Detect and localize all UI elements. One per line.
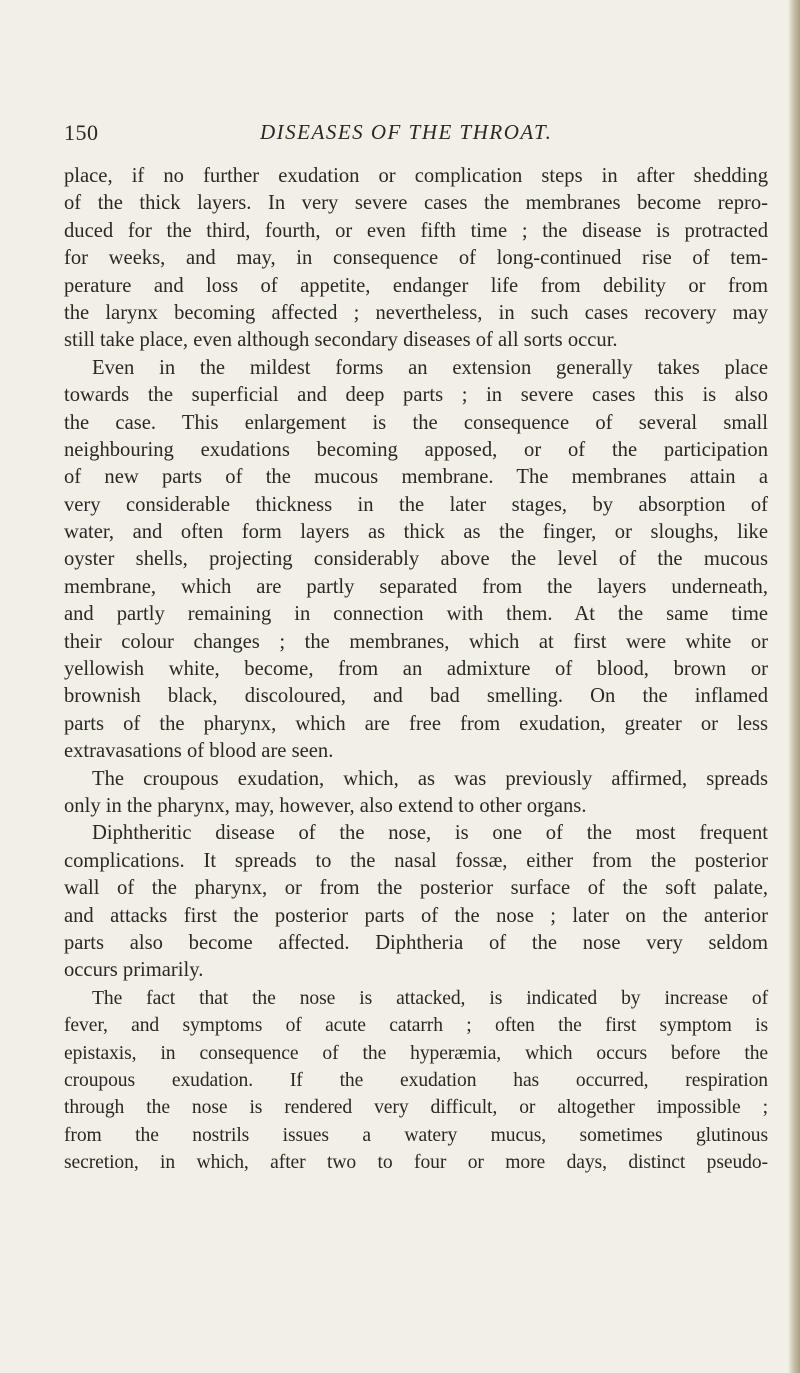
text-line: and partly remaining in connection with them. At the same time <box>64 603 768 626</box>
text-line: very considerable thickness in the later stages, by absorption of <box>64 493 768 516</box>
page-edge-shadow <box>788 0 800 1373</box>
text-line: secretion, in which, after two to four or more days, distinct pseudo- <box>64 1152 768 1174</box>
body-text <box>64 163 768 1176</box>
text-line: of the thick layers. In very severe cases the membranes become repro- <box>64 192 768 215</box>
text-line: membrane, which are partly separated from the layers underneath, <box>64 575 768 598</box>
text-line: duced for the third, fourth, or even fifth time ; the disease is protracted <box>64 219 768 242</box>
text-line: place, if no further exudation or complication steps in after shedding <box>64 165 768 187</box>
text-line: brownish black, discoloured, and bad smelling. On the inflamed <box>64 685 768 708</box>
page-number: 150 <box>64 120 99 145</box>
text-line: Even in the mildest forms an extension generally takes place <box>92 356 768 379</box>
text-line: the case. This enlargement is the consequence of several small <box>64 411 768 434</box>
text-line: through the nose is rendered very difficult, or altogether impossible ; <box>64 1097 768 1119</box>
text-line: parts also become affected. Diphtheria of the nose very seldom <box>64 931 768 954</box>
text-line: from the nostrils issues a watery mucus, sometimes glutinous <box>64 1124 768 1146</box>
text-line: parts of the pharynx, which are free from exudation, greater or less <box>64 712 768 735</box>
page-header <box>64 120 764 156</box>
text-line: Diphtheritic disease of the nose, is one of the most frequent <box>92 822 768 845</box>
text-line: complications. It spreads to the nasal fossæ, either from the posterior <box>64 849 768 872</box>
text-line: epistaxis, in consequence of the hyperæmia, which occurs before the <box>64 1042 768 1064</box>
text-line: croupous exudation. If the exudation has occurred, respiration <box>64 1069 768 1091</box>
text-line: their colour changes ; the membranes, which at first were white or <box>64 630 768 653</box>
text-line: wall of the pharynx, or from the posterior surface of the soft palate, <box>64 877 768 900</box>
text-line: The croupous exudation, which, as was previously affirmed, spreads <box>92 767 768 790</box>
text-line: still take place, even although secondary diseases of all sorts occur. <box>64 329 618 352</box>
text-line: water, and often form layers as thick as the finger, or sloughs, like <box>64 521 768 544</box>
running-title: DISEASES OF THE THROAT. <box>260 120 553 144</box>
text-line: yellowish white, become, from an admixture of blood, brown or <box>64 658 768 681</box>
text-line: neighbouring exudations becoming apposed, or of the participation <box>64 438 768 461</box>
text-line: perature and loss of appetite, endanger life from debility or from <box>64 274 768 297</box>
text-line: the larynx becoming affected ; nevertheless, in such cases recovery may <box>64 301 768 324</box>
text-line: of new parts of the mucous membrane. The membranes attain a <box>64 466 768 489</box>
text-line: extravasations of blood are seen. <box>64 740 334 763</box>
text-line: and attacks first the posterior parts of the nose ; later on the anterior <box>64 904 768 927</box>
text-line: for weeks, and may, in consequence of long-continued rise of tem- <box>64 247 768 270</box>
text-line: oyster shells, projecting considerably above the level of the mucous <box>64 548 768 571</box>
text-line: occurs primarily. <box>64 959 204 982</box>
text-line: only in the pharynx, may, however, also extend to other organs. <box>64 794 587 817</box>
text-line: fever, and symptoms of acute catarrh ; often the first symptom is <box>64 1015 768 1037</box>
text-line: towards the superficial and deep parts ; in severe cases this is also <box>64 384 768 407</box>
text-line: The fact that the nose is attacked, is indicated by increase of <box>92 987 768 1009</box>
